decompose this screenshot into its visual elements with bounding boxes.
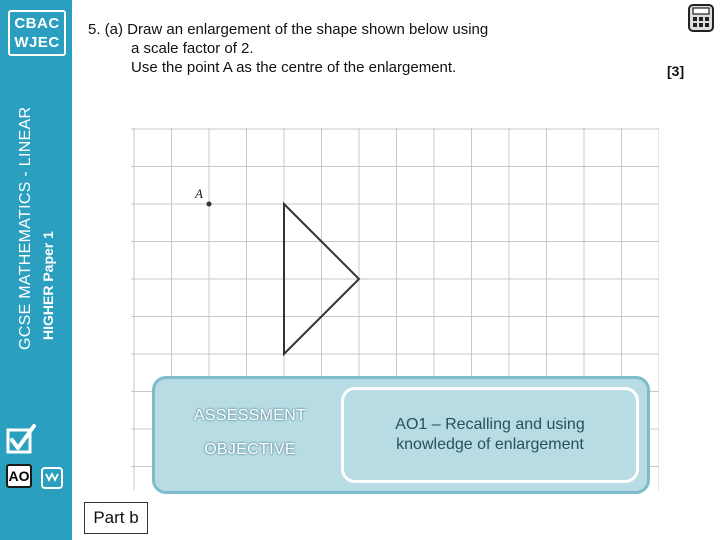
ao-line-2: knowledge of enlargement <box>396 436 584 453</box>
point-a-label: A <box>195 186 203 201</box>
marks-label: [3] <box>667 63 685 79</box>
assessment-heading-line-2: OBJECTIVE <box>204 441 296 458</box>
ao-icon[interactable]: AO <box>6 464 32 488</box>
checkmark-icon[interactable] <box>4 422 38 456</box>
logo-line-1: CBAC <box>14 15 60 32</box>
ao-line-1: AO1 – Recalling and using <box>395 416 585 433</box>
ao-description-box <box>341 387 639 483</box>
logo-line-2: WJEC <box>14 34 60 51</box>
assessment-heading-line-1: ASSESSMENT <box>193 407 307 424</box>
course-title: GCSE MATHEMATICS - LINEAR <box>17 106 34 350</box>
vertical-labels <box>0 0 72 540</box>
question-line-1: 5. (a) Draw an enlargement of the shape shown below using <box>88 21 489 38</box>
part-b-button[interactable]: Part b <box>84 502 148 534</box>
question-line-2: a scale factor of 2. <box>131 40 254 57</box>
point-a <box>207 202 212 207</box>
sidebar <box>0 0 72 540</box>
question-text <box>88 20 488 77</box>
assessment-objective-panel <box>152 376 650 494</box>
paper-title: HIGHER Paper 1 <box>40 231 56 340</box>
calculator-icon[interactable] <box>688 4 714 32</box>
mark-scheme-icon[interactable] <box>40 466 64 490</box>
question-line-3: Use the point A as the centre of the enlargement. <box>131 59 457 76</box>
